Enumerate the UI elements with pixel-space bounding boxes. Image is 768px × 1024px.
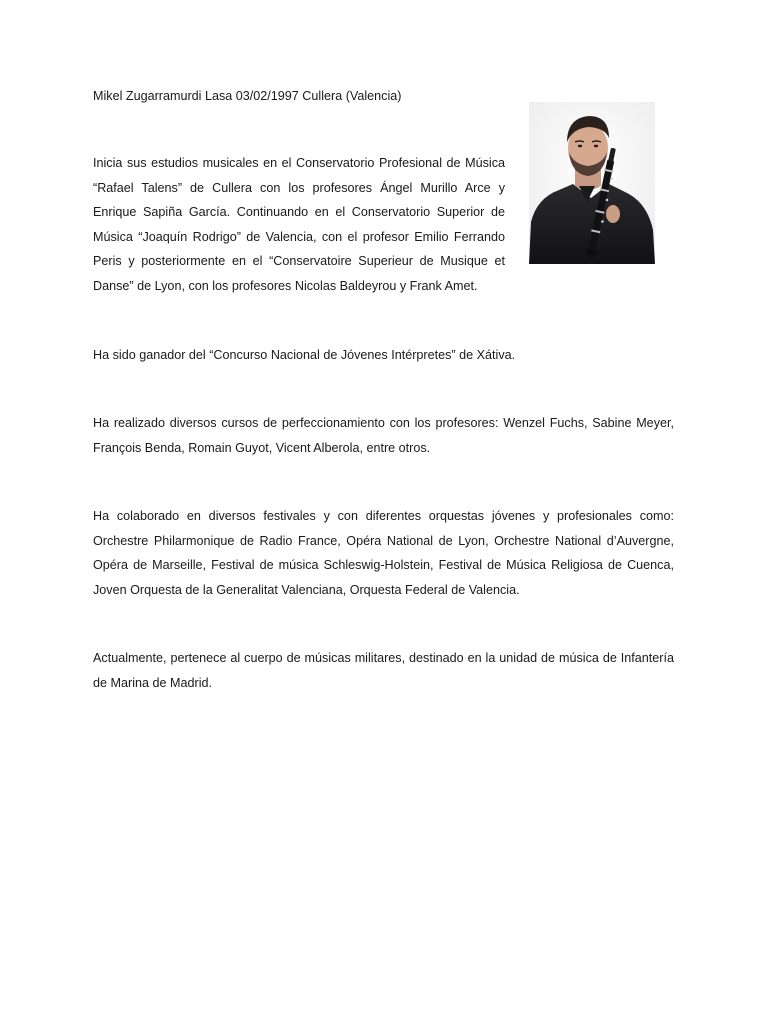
- paragraph-orchestras: Ha colaborado en diversos festivales y con diferentes orquestas jóvenes y profesionales como: Orchestre Philarmonique de Radio France, Opéra National de Lyon, Orchestre National d’Auvergne, Opéra de Marseille, Festival de música Schleswig-Holstein, Festival de Música Religiosa de Cuenca, Joven Orquesta de la Generalitat Valenciana, Orquesta Federal de Valencia.: [93, 509, 674, 597]
- paragraph-courses: Ha realizado diversos cursos de perfeccionamiento con los profesores: Wenzel Fuchs, Sabine Meyer, François Benda, Romain Guyot, Vicent Alberola, entre otros.: [93, 416, 674, 455]
- header-line: Mikel Zugarramurdi Lasa 03/02/1997 Cullera (Valencia): [93, 89, 402, 103]
- paragraph-studies: Inicia sus estudios musicales en el Conservatorio Profesional de Música “Rafael Talens” de Cullera con los profesores Ángel Murillo Arce y Enrique Sapiña García. Continuando en el Conservatorio Superior de Música “Joaquín Rodrigo” de Valencia, con el profesor Emilio Ferrando Peris y posteriormente en el “Conservatoire Superieur de Musique et Danse” de Lyon, con los profesores Nicolas Baldeyrou y Frank Amet.: [93, 156, 505, 293]
- portrait-photo: [529, 102, 655, 264]
- paragraph-award: Ha sido ganador del “Concurso Nacional de Jóvenes Intérpretes” de Xátiva.: [93, 348, 516, 362]
- clarinetist-portrait-image: [529, 102, 655, 264]
- paragraph-current-position: Actualmente, pertenece al cuerpo de músicas militares, destinado en la unidad de música de Infantería de Marina de Madrid.: [93, 651, 674, 690]
